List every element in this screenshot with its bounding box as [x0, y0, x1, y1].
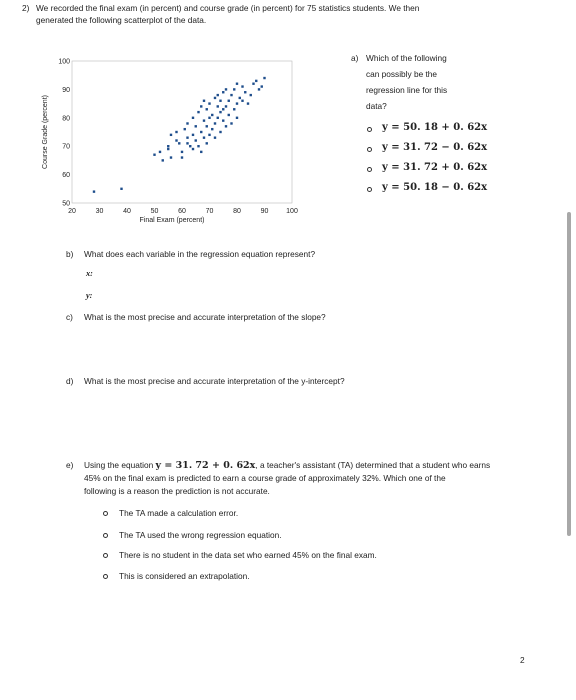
data-point — [192, 117, 194, 119]
option-e4-radio[interactable] — [103, 574, 108, 579]
data-point — [225, 105, 227, 107]
data-point — [206, 142, 208, 144]
data-point — [186, 136, 188, 138]
option-a1-radio[interactable] — [367, 127, 372, 132]
data-point — [222, 91, 224, 93]
data-point — [162, 159, 164, 161]
option-e2-radio[interactable] — [103, 533, 108, 538]
data-point — [230, 122, 232, 124]
data-point — [263, 77, 265, 79]
question-number: 2) — [22, 3, 30, 13]
data-point — [222, 108, 224, 110]
y-axis-label: Course Grade (percent) — [42, 95, 49, 169]
option-a2-radio[interactable] — [367, 147, 372, 152]
data-point — [244, 91, 246, 93]
data-point — [203, 136, 205, 138]
data-point — [247, 102, 249, 104]
data-point — [189, 145, 191, 147]
data-point — [192, 148, 194, 150]
data-point — [200, 131, 202, 133]
question-text-line2: generated the following scatterplot of the data. — [36, 15, 207, 25]
data-point — [170, 156, 172, 158]
data-point — [184, 128, 186, 130]
data-point — [200, 151, 202, 153]
data-point — [206, 125, 208, 127]
data-point — [200, 105, 202, 107]
x-tick-label: 80 — [233, 208, 241, 215]
data-point — [192, 134, 194, 136]
data-point — [233, 108, 235, 110]
data-point — [197, 111, 199, 113]
option-e3-radio[interactable] — [103, 553, 108, 558]
data-point — [175, 131, 177, 133]
x-tick-label: 90 — [260, 208, 269, 215]
option-a4-radio[interactable] — [367, 187, 372, 192]
data-point — [211, 128, 213, 130]
data-point — [167, 145, 169, 147]
part-b-y-label: y: — [86, 291, 93, 300]
data-point — [250, 94, 252, 96]
part-d-text: What is the most precise and accurate interpretation of the y-intercept? — [84, 376, 345, 386]
part-e-label: e) — [66, 460, 74, 470]
x-tick-label: 100 — [286, 208, 298, 215]
x-tick-label: 60 — [178, 208, 186, 215]
data-point — [195, 125, 197, 127]
data-point — [217, 117, 219, 119]
y-tick-label: 100 — [58, 58, 70, 66]
data-point — [211, 114, 213, 116]
part-a-line2: can possibly be the — [366, 69, 438, 79]
option-e3-label: There is no student in the data set who earned 45% on the final exam. — [119, 550, 377, 560]
option-e1-label: The TA made a calculation error. — [119, 508, 239, 518]
part-b-label: b) — [66, 249, 74, 259]
data-point — [197, 145, 199, 147]
option-a1-label: y = 50. 18 + 0. 62x — [382, 122, 488, 133]
plot-frame — [72, 61, 292, 203]
data-point — [93, 190, 95, 192]
x-tick-label: 70 — [205, 208, 214, 215]
data-point — [159, 151, 161, 153]
scatterplot — [40, 55, 310, 224]
data-point — [186, 122, 188, 124]
data-point — [239, 97, 241, 99]
part-b-x-label: x: — [86, 269, 93, 278]
data-point — [208, 134, 210, 136]
data-point — [219, 131, 221, 133]
data-point — [167, 148, 169, 150]
part-a-line3: regression line for this — [366, 85, 448, 95]
part-e-line1-post: , a teacher's assistant (TA) determined that a student who earns — [255, 460, 491, 470]
data-point — [214, 136, 216, 138]
data-point — [241, 85, 243, 87]
y-tick-label: 70 — [62, 143, 70, 151]
data-point — [241, 100, 243, 102]
data-point — [236, 83, 238, 85]
data-point — [225, 125, 227, 127]
part-e-equation: y = 31. 72 + 0. 62x — [155, 460, 256, 471]
data-point — [252, 83, 254, 85]
y-tick-label: 90 — [62, 86, 70, 94]
part-d-label: d) — [66, 376, 74, 386]
x-tick-label: 40 — [123, 208, 131, 215]
option-e1-radio[interactable] — [103, 511, 108, 516]
option-a2-label: y = 31. 72 − 0. 62x — [382, 142, 488, 153]
data-point — [236, 102, 238, 104]
data-point — [214, 97, 216, 99]
y-tick-label: 50 — [62, 200, 70, 208]
x-tick-label: 50 — [150, 208, 159, 215]
data-point — [178, 142, 180, 144]
option-e2-label: The TA used the wrong regression equation. — [119, 530, 282, 540]
data-point — [228, 114, 230, 116]
data-point — [255, 80, 257, 82]
part-b-text: What does each variable in the regression equation represent? — [84, 249, 316, 259]
data-point — [181, 151, 183, 153]
data-point — [219, 100, 221, 102]
vertical-scrollbar[interactable] — [567, 212, 571, 536]
option-a4-label: y = 50. 18 − 0. 62x — [382, 182, 488, 193]
data-point — [208, 102, 210, 104]
y-tick-label: 80 — [62, 115, 70, 123]
data-point — [181, 156, 183, 158]
part-c-text: What is the most precise and accurate interpretation of the slope? — [84, 312, 326, 322]
data-point — [186, 142, 188, 144]
x-tick-label: 30 — [95, 208, 104, 215]
data-point — [153, 154, 155, 156]
part-e-line1 — [84, 459, 490, 472]
data-point — [225, 88, 227, 90]
part-a-line4: data? — [366, 101, 387, 111]
part-e-line3: following is a reason the prediction is not accurate. — [84, 486, 270, 496]
option-a3-label: y = 31. 72 + 0. 62x — [382, 162, 488, 173]
data-point — [230, 94, 232, 96]
data-point — [195, 139, 197, 141]
option-a3-radio[interactable] — [367, 167, 372, 172]
data-point — [236, 117, 238, 119]
data-point — [222, 119, 224, 121]
data-point — [228, 100, 230, 102]
part-c-label: c) — [66, 312, 73, 322]
x-axis-label: Final Exam (percent) — [139, 217, 205, 224]
part-e-line2: 45% on the final exam is predicted to earn a course grade of approximately 32%. Which one of the — [84, 473, 446, 483]
data-point — [217, 94, 219, 96]
part-e-line1-pre: Using the equation — [84, 460, 156, 470]
part-a-label: a) — [351, 53, 359, 63]
data-point — [120, 188, 122, 190]
data-point — [261, 85, 263, 87]
data-point — [214, 122, 216, 124]
data-point — [219, 111, 221, 113]
data-point — [203, 100, 205, 102]
x-tick-label: 20 — [68, 208, 76, 215]
data-point — [208, 117, 210, 119]
data-point — [170, 134, 172, 136]
part-a-line1: Which of the following — [366, 53, 447, 63]
data-point — [206, 108, 208, 110]
data-point — [217, 105, 219, 107]
data-point — [175, 139, 177, 141]
data-point — [258, 88, 260, 90]
page-number: 2 — [520, 655, 525, 665]
data-point — [233, 88, 235, 90]
y-tick-label: 60 — [62, 172, 70, 180]
option-e4-label: This is considered an extrapolation. — [119, 571, 250, 581]
data-point — [203, 119, 205, 121]
question-text-line1: We recorded the final exam (in percent) and course grade (in percent) for 75 statistics students. We then — [36, 3, 420, 13]
